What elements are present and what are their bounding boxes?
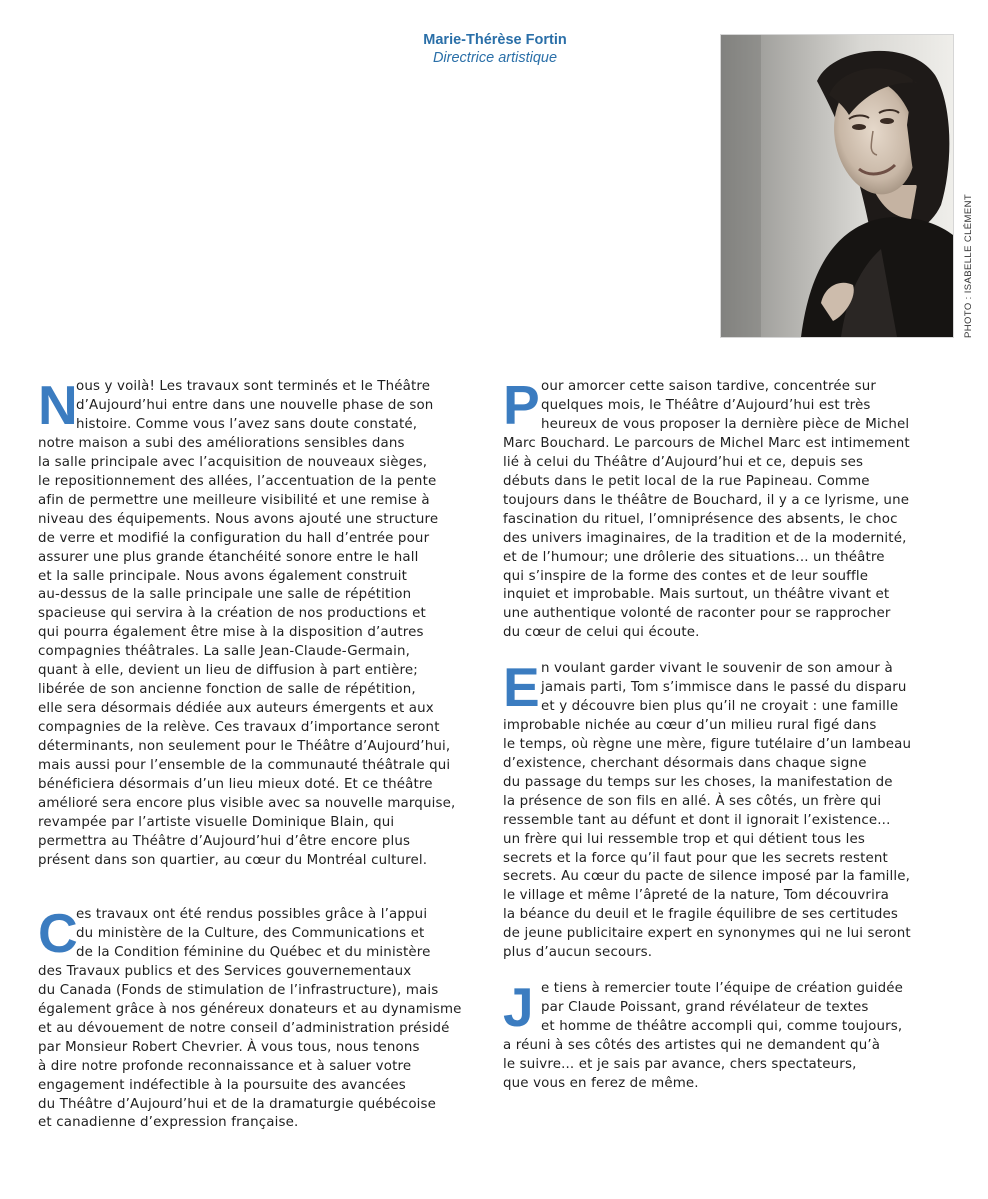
text-line: au-dessus de la salle principale une salle de répétition — [38, 587, 412, 603]
text-line: secrets. Au cœur du pacte de silence imposé par la famille, — [503, 869, 911, 885]
text-line: d’existence, cherchant désormais dans chaque signe — [503, 755, 867, 771]
text-line: quant à elle, devient un lieu de diffusion à part entière; — [38, 663, 418, 679]
text-line: toujours dans le théâtre de Bouchard, il y a ce lyrisme, une — [503, 492, 910, 508]
text-line: fascination du rituel, l’omniprésence des absents, le choc — [503, 511, 898, 527]
text-line: amélioré sera encore plus visible avec sa nouvelle marquise, — [38, 795, 456, 811]
text-line: compagnies théâtrales. La salle Jean-Claude-Germain, — [38, 644, 411, 660]
text-line: la présence de son fils en allé. À ses côtés, un frère qui — [503, 793, 882, 809]
text-line: et homme de théâtre accompli qui, comme toujours, — [541, 1018, 903, 1034]
text-line: et canadienne d’expression française. — [38, 1115, 299, 1131]
text-line: our amorcer cette saison tardive, concentrée sur — [541, 379, 876, 394]
text-line: quelques mois, le Théâtre d’Aujourd’hui est très — [541, 397, 871, 413]
text-line: libérée de son ancienne fonction de salle de répétition, — [38, 682, 416, 698]
text-line: a réuni à ses côtés des artistes qui ne demandent qu’à — [503, 1037, 881, 1053]
text-line: plus d’aucun secours. — [503, 945, 653, 961]
text-line: lié à celui du Théâtre d’Aujourd’hui et ce, depuis ses — [503, 454, 864, 470]
text-line: spacieuse qui servira à la création de nos productions et — [38, 606, 426, 622]
text-line: à dire notre profonde reconnaissance et à saluer votre — [38, 1058, 412, 1074]
text-line: heureux de vous proposer la dernière pièce de Michel — [541, 416, 910, 432]
text-line: de la Condition féminine du Québec et du ministère — [76, 944, 431, 960]
text-line: mais aussi pour l’ensemble de la communauté théâtrale qui — [38, 758, 451, 774]
text-line: assurer une plus grande étanchéité sonore entre le hall — [38, 549, 419, 565]
paragraph-5 — [503, 976, 955, 1094]
text-line: elle sera désormais dédiée aux auteurs émergents et aux — [38, 701, 434, 717]
text-line: que vous en ferez de même. — [503, 1075, 699, 1091]
text-line: de verre et modifié la configuration du hall d’entrée pour — [38, 530, 430, 546]
author-name: Marie-Thérèse Fortin — [423, 32, 567, 48]
text-line: improbable nichée au cœur d’un milieu rural figé dans — [503, 717, 877, 733]
drop-cap: C — [38, 902, 78, 964]
text-line: Marc Bouchard. Le parcours de Michel Marc est intimement — [503, 435, 910, 451]
text-line: le repositionnement des allées, l’accentuation de la pente — [38, 473, 437, 489]
text-line: n voulant garder vivant le souvenir de son amour à — [541, 661, 893, 676]
text-line: jamais parti, Tom s’immisce dans le passé du disparu — [541, 679, 907, 695]
text-line: présent dans son quartier, au cœur du Montréal culturel. — [38, 852, 428, 868]
drop-cap: N — [38, 374, 78, 436]
text-line: déterminants, non seulement pour le Théâtre d’Aujourd’hui, — [38, 739, 451, 755]
text-line: es travaux ont été rendus possibles grâce à l’appui — [76, 907, 428, 922]
text-line: de jeune publicitaire expert en synonymes qui ne lui seront — [503, 926, 911, 942]
text-line: du ministère de la Culture, des Communications et — [76, 925, 425, 941]
text-line: des Travaux publics et des Services gouvernementaux — [38, 963, 412, 979]
text-line: le temps, où règne une mère, figure tutélaire d’un lambeau — [503, 736, 912, 752]
text-line: et y découvre bien plus qu’il ne croyait : une famille — [541, 698, 899, 714]
text-line: le village et même l’âpreté de la nature, Tom découvrira — [503, 888, 889, 904]
text-line: et de l’humour; une drôlerie des situations... un théâtre — [503, 549, 885, 565]
text-line: du Théâtre d’Aujourd’hui et de la dramaturgie québécoise — [38, 1096, 437, 1112]
text-line: afin de permettre une meilleure visibilité et une remise à — [38, 492, 430, 508]
text-line: compagnies de la relève. Ces travaux d’importance seront — [38, 720, 440, 736]
text-line: par Monsieur Robert Chevrier. À vous tous, nous tenons — [38, 1039, 420, 1055]
paragraph-1 — [38, 374, 490, 871]
portrait-photo — [720, 34, 954, 338]
text-line: la salle principale avec l’acquisition de nouveaux sièges, — [38, 454, 428, 470]
text-line: d’Aujourd’hui entre dans une nouvelle phase de son — [76, 397, 434, 413]
author-header — [380, 31, 610, 67]
text-line: ous y voilà! Les travaux sont terminés et le Théâtre — [76, 379, 431, 394]
text-line: du Canada (Fonds de stimulation de l’infrastructure), mais — [38, 982, 439, 998]
text-line: débuts dans le petit local de la rue Papineau. Comme — [503, 473, 870, 489]
text-line: inquiet et improbable. Mais surtout, un théâtre vivant et — [503, 587, 890, 603]
text-line: par Claude Poissant, grand révélateur de textes — [541, 999, 869, 1015]
text-line: secrets et la force qu’il faut pour que les secrets restent — [503, 850, 888, 866]
author-role: Directrice artistique — [432, 50, 558, 66]
photo-credit: PHOTO : ISABELLE CLÉMENT — [963, 193, 974, 338]
text-line: et la salle principale. Nous avons également construit — [38, 568, 407, 584]
text-line: un frère qui lui ressemble trop et qui détient tous les — [503, 831, 866, 847]
text-line: revampée par l’artiste visuelle Dominique Blain, qui — [38, 814, 395, 830]
drop-cap: E — [503, 656, 540, 718]
text-line: également grâce à nos généreux donateurs et au dynamisme — [38, 1001, 462, 1017]
drop-cap: P — [503, 374, 540, 436]
text-line: du cœur de celui qui écoute. — [503, 625, 700, 641]
text-line: le suivre... et je sais par avance, chers spectateurs, — [503, 1056, 857, 1072]
drop-cap: J — [503, 976, 534, 1038]
text-line: qui s’inspire de la forme des contes et de leur souffle — [503, 568, 869, 584]
text-line: e tiens à remercier toute l’équipe de création guidée — [541, 981, 904, 996]
text-line: histoire. Comme vous l’avez sans doute constaté, — [76, 416, 418, 432]
text-line: ressemble tant au défunt et dont il ignorait l’existence... — [503, 812, 891, 828]
text-line: niveau des équipements. Nous avons ajouté une structure — [38, 511, 439, 527]
text-line: une authentique volonté de raconter pour se rapprocher — [503, 606, 891, 622]
paragraph-2 — [38, 902, 490, 1133]
text-line: du passage du temps sur les choses, la manifestation de — [503, 774, 893, 790]
text-line: notre maison a subi des améliorations sensibles dans — [38, 435, 405, 451]
text-line: engagement indéfectible à la poursuite des avancées — [38, 1077, 406, 1093]
paragraph-4 — [503, 656, 955, 963]
text-line: bénéficiera désormais d’un lieu mieux doté. Et ce théâtre — [38, 777, 433, 793]
text-line: des univers imaginaires, de la tradition et de la modernité, — [503, 530, 907, 546]
text-line: la béance du deuil et le fragile équilibre de ses certitudes — [503, 907, 899, 923]
text-line: permettra au Théâtre d’Aujourd’hui d’être encore plus — [38, 833, 411, 849]
text-line: qui pourra également être mise à la disposition d’autres — [38, 625, 424, 641]
text-line: et au dévouement de notre conseil d’administration présidé — [38, 1020, 450, 1036]
paragraph-3 — [503, 374, 955, 643]
